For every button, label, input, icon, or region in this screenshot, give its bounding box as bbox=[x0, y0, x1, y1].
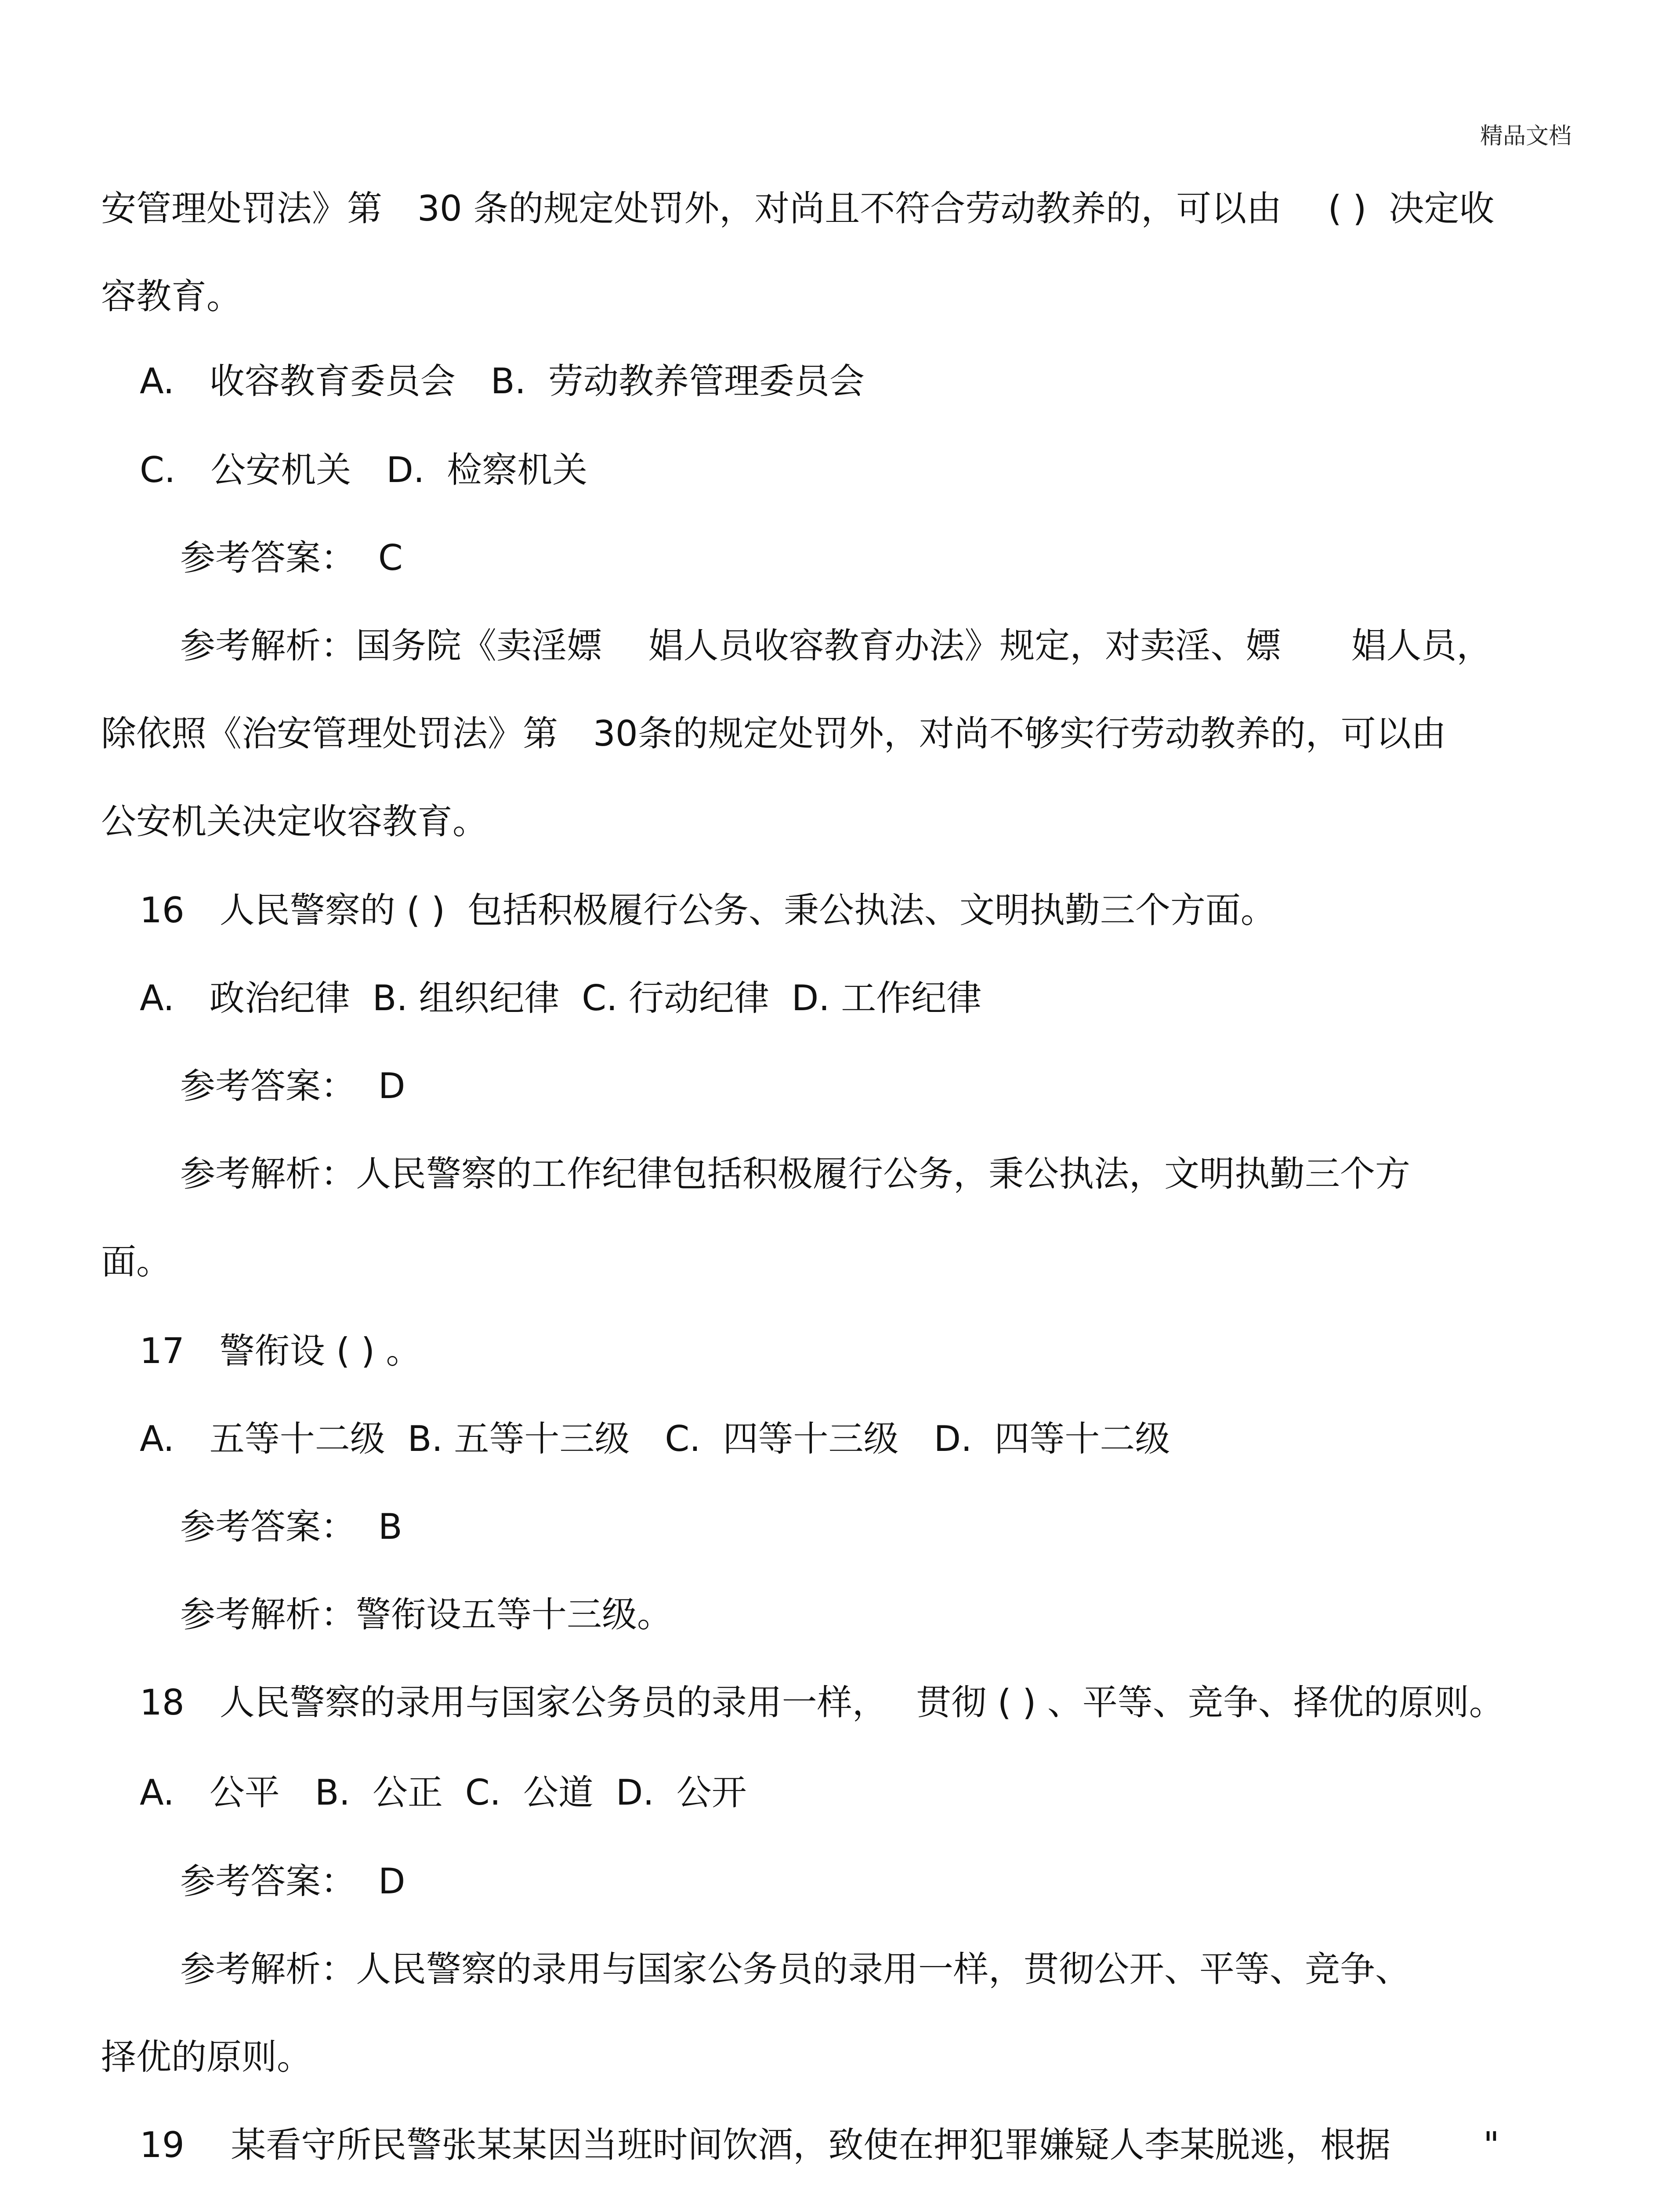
answer-line: 参考答案： D bbox=[180, 1861, 406, 1902]
option-line: A. 收容教育委员会 B. 劳动教养管理委员会 bbox=[140, 361, 865, 402]
text-line: 容教育。 bbox=[101, 276, 242, 317]
option-line: A. 五等十二级 B. 五等十三级 C. 四等十三级 D. 四等十二级 bbox=[140, 1418, 1170, 1459]
explanation-line: 公安机关决定收容教育。 bbox=[101, 801, 488, 842]
answer-line: 参考答案： D bbox=[180, 1066, 406, 1106]
answer-line: 参考答案： C bbox=[180, 537, 403, 578]
question-18: 18 人民警察的录用与国家公务员的录用一样， 贯彻 ( ) 、平等、竞争、择优的原则。 bbox=[140, 1682, 1504, 1723]
option-line: A. 公平 B. 公正 C. 公道 D. 公开 bbox=[140, 1772, 747, 1813]
question-16: 16 人民警察的 ( ) 包括积极履行公务、秉公执法、文明执勤三个方面。 bbox=[140, 890, 1276, 931]
explanation-line: 择优的原则。 bbox=[101, 2037, 312, 2077]
explanation-line: 参考解析：人民警察的工作纪律包括积极履行公务，秉公执法，文明执勤三个方 bbox=[180, 1153, 1410, 1194]
explanation-line: 除依照《治安管理处罚法》第 30条的规定处罚外，对尚不够实行劳动教养的，可以由 bbox=[101, 713, 1446, 754]
explanation-line: 参考解析：人民警察的录用与国家公务员的录用一样，贯彻公开、平等、竞争、 bbox=[180, 1949, 1410, 1990]
question-19: 19 某看守所民警张某某因当班时间饮酒，致使在押犯罪嫌疑人李某脱逃，根据 " bbox=[140, 2124, 1499, 2165]
option-line: C. 公安机关 D. 检察机关 bbox=[140, 450, 588, 490]
option-line: A. 政治纪律 B. 组织纪律 C. 行动纪律 D. 工作纪律 bbox=[140, 978, 982, 1019]
header-watermark: 精品文档 bbox=[1480, 123, 1571, 149]
text-line: 安管理处罚法》第 30 条的规定处罚外，对尚且不符合劳动教养的，可以由 ( ) 决定收 bbox=[101, 188, 1495, 229]
explanation-line: 面。 bbox=[101, 1241, 171, 1282]
question-17: 17 警衔设 ( ) 。 bbox=[140, 1331, 421, 1371]
answer-line: 参考答案： B bbox=[180, 1506, 402, 1547]
explanation-line: 参考解析：国务院《卖淫嫖 娼人员收容教育办法》规定，对卖淫、嫖 娼人员， bbox=[180, 625, 1492, 666]
explanation-line: 参考解析：警衔设五等十三级。 bbox=[180, 1594, 672, 1635]
